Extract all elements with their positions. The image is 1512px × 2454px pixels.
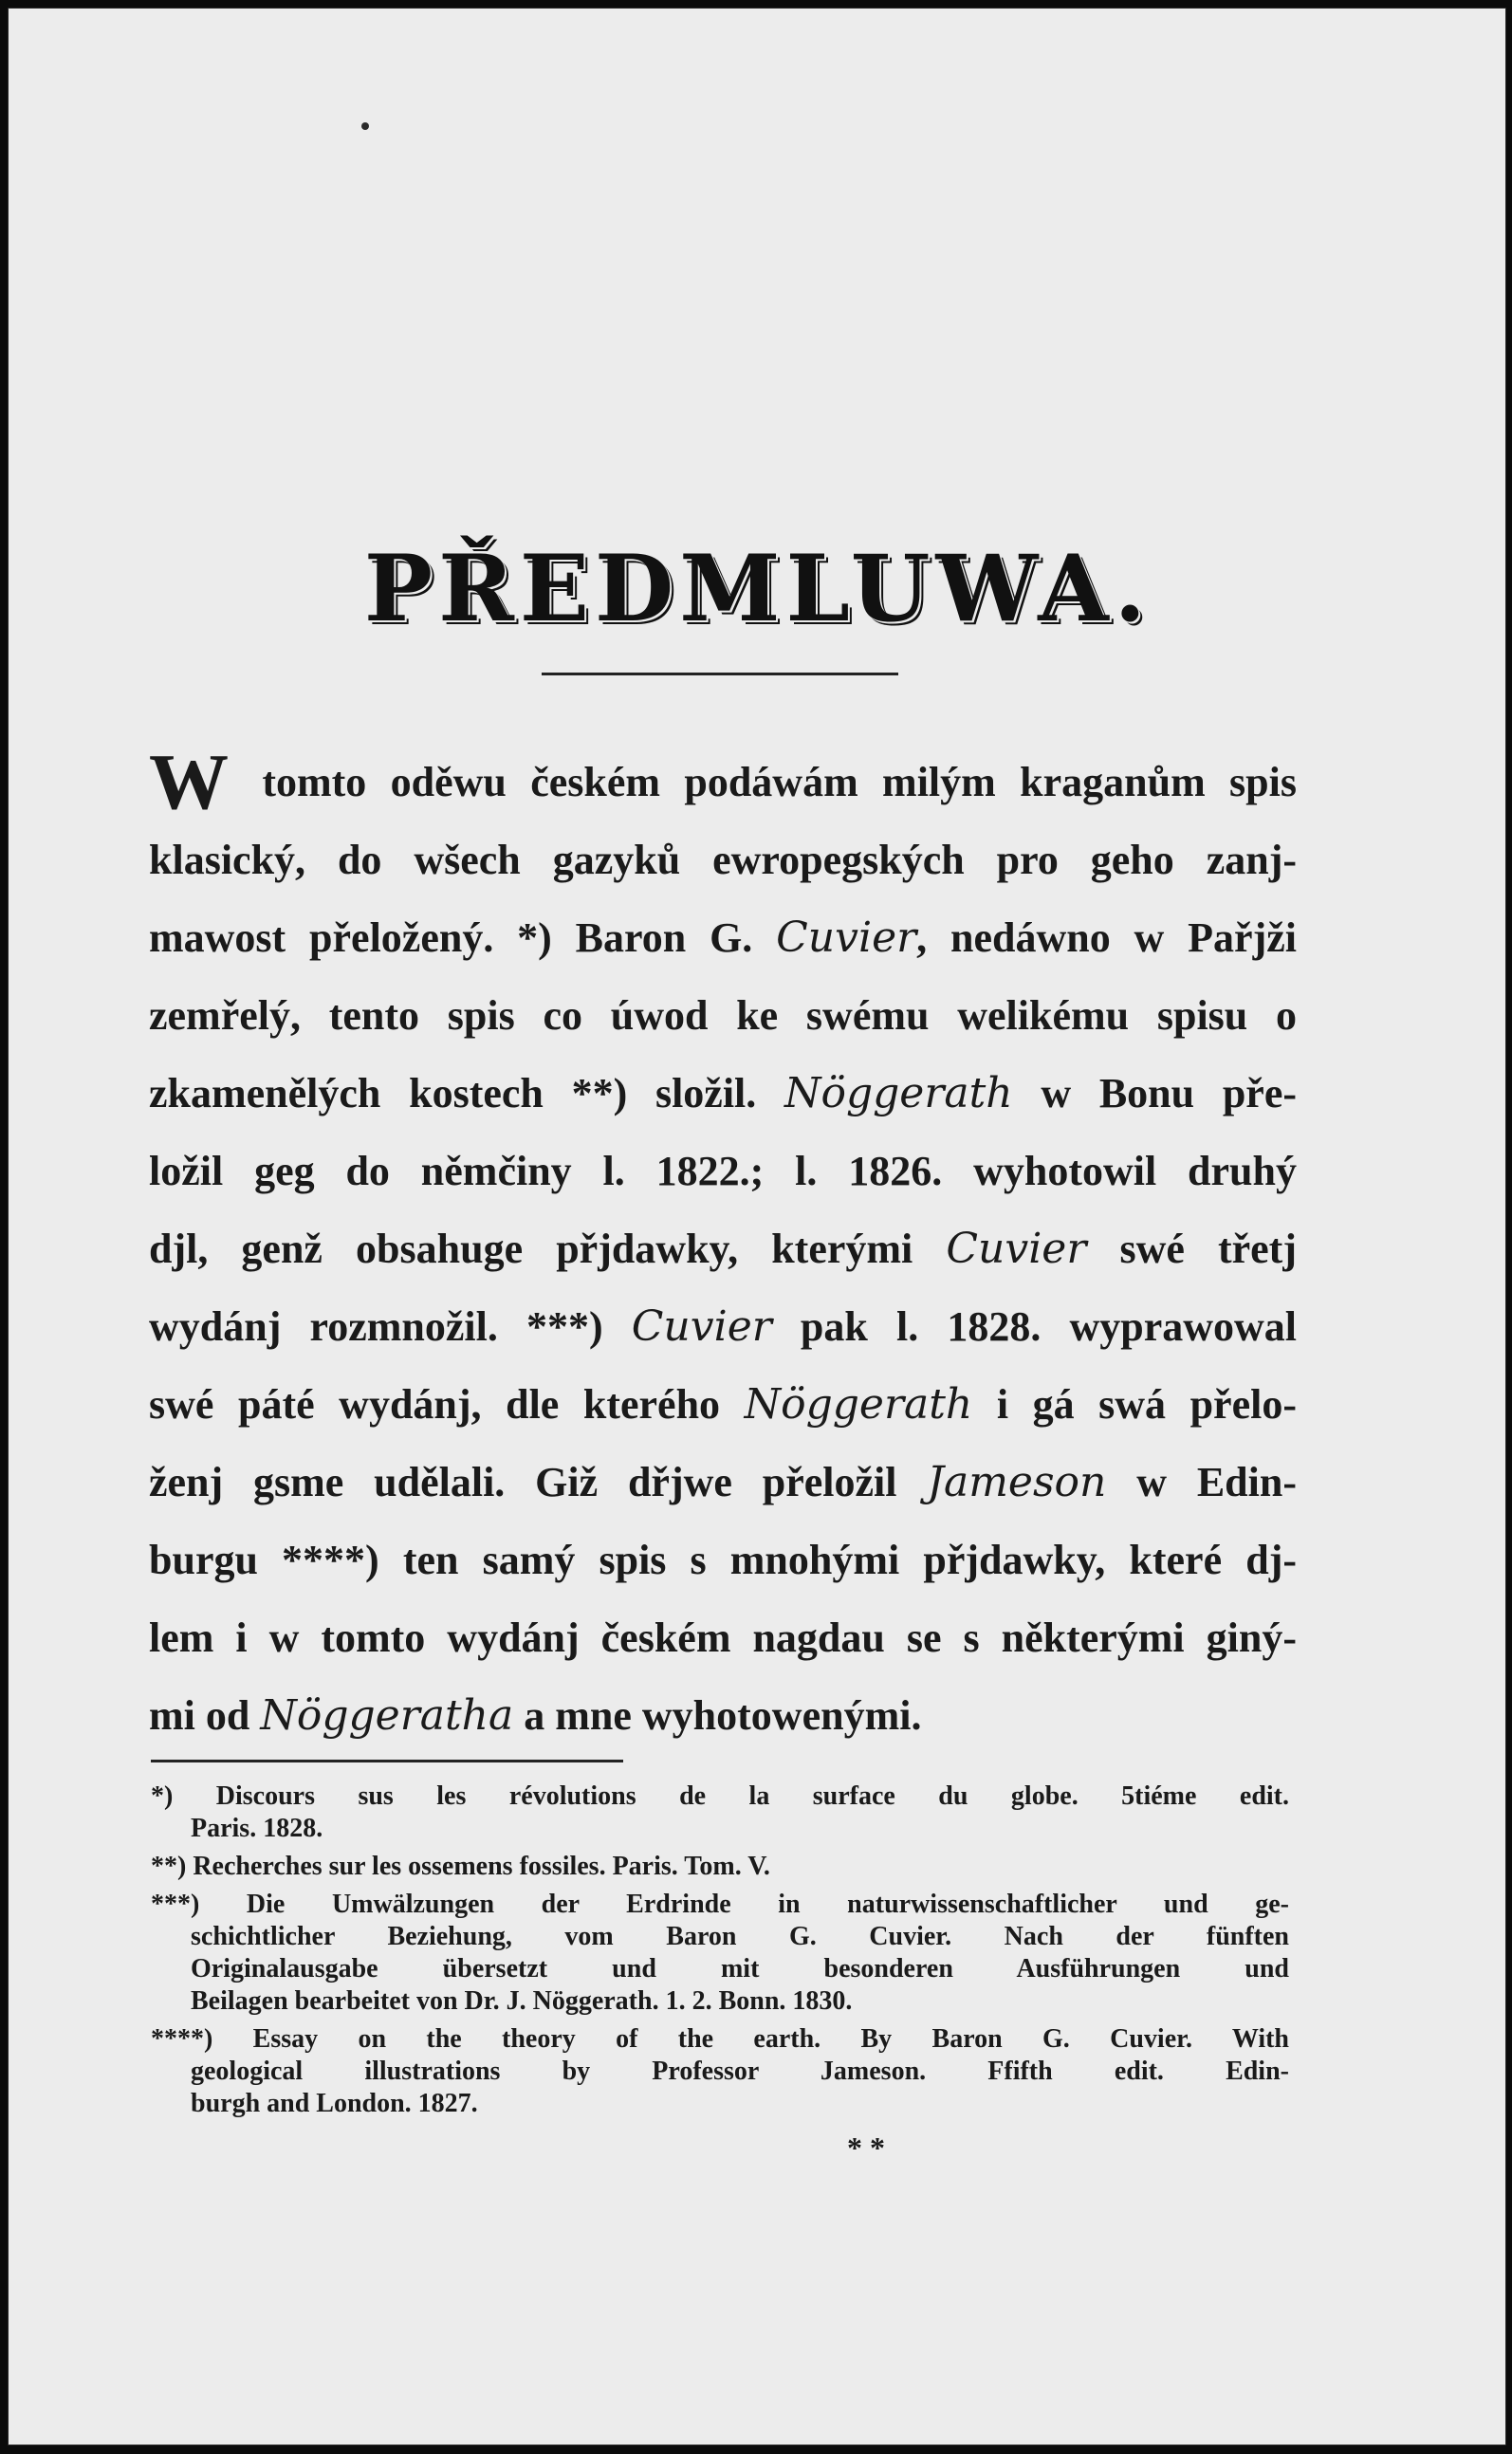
- book-page: [8, 8, 1506, 2445]
- body-line-11: burgu ****) ten samý spis s mnohými přjdawky, které dj-: [149, 1537, 1297, 1583]
- footnote-4: ****) Essay on the theory of the earth. By Baron G. Cuvier. With geological illustrations by Professor Jameson. Ffifth edit. Edin- burgh and London. 1827.: [151, 2024, 1289, 2118]
- body-line-7: djl, genž obsahuge přjdawky, kterými Cuvier swé třetj: [149, 1225, 1297, 1273]
- body-line-2: klasický, do wšech gazyků ewropegských pro geho zanj-: [149, 837, 1297, 883]
- body-line-5: zkamenělých kostech **) složil. Nöggerath w Bonu pře-: [149, 1069, 1297, 1117]
- footnotes: [151, 1781, 1289, 2126]
- body-line-8: wydánj rozmnožil. ***) Cuvier pak l. 1828. wyprawowal: [149, 1302, 1297, 1351]
- body-line-12: lem i w tomto wydánj českém nagdau se s některými giný-: [149, 1614, 1297, 1661]
- footnote-2: **) Recherches sur les ossemens fossiles. Paris. Tom. V.: [151, 1852, 770, 1881]
- name-noggeratha: Nöggeratha: [260, 1691, 514, 1740]
- signature-mark: * *: [847, 2131, 885, 2165]
- body-line-13: mi od Nöggeratha a mne wyhotowenými.: [149, 1691, 922, 1740]
- body-line-4: zemřelý, tento spis co úwod ke swému welikému spisu o: [149, 992, 1297, 1039]
- footnote-3: ***) Die Umwälzungen der Erdrinde in naturwissenschaftlicher und ge- schichtlicher Beziehung, vom Baron G. Cuvier. Nach der fünften Originalausgabe übersetzt und mit besonderen Ausführungen und Beilagen bearbeitet von Dr. J. Nöggerath. 1. 2. Bonn. 1830.: [151, 1890, 1289, 2016]
- footnote-rule: [151, 1760, 623, 1762]
- name-noggerath: Nöggerath: [784, 1069, 1013, 1117]
- body-line-10: ženj gsme udělali. Giž dřjwe přeložil Jameson w Edin-: [149, 1458, 1297, 1506]
- footnote-1: *) Discours sus les révolutions de la surface du globe. 5tiéme edit. Paris. 1828.: [151, 1781, 1289, 1843]
- body-line-9: swé páté wydánj, dle kterého Nöggerath i gá swá přelo-: [149, 1380, 1297, 1429]
- title-rule: [542, 673, 898, 675]
- body-line-1: W tomto oděwu českém podáwám milým kraganům spis: [149, 738, 1297, 826]
- name-noggerath: Nöggerath: [744, 1380, 973, 1429]
- name-cuvier: Cuvier: [776, 913, 917, 962]
- body-line-3: mawost přeložený. *) Baron G. Cuvier, nedáwno w Pařjži: [149, 913, 1297, 962]
- body-line-6: ložil geg do němčiny l. 1822.; l. 1826. wyhotowil druhý: [149, 1148, 1297, 1194]
- page-title: PŘEDMLUWA.: [363, 535, 1152, 642]
- name-cuvier: Cuvier: [946, 1225, 1087, 1273]
- page-speck: [361, 122, 369, 130]
- preface-body: [149, 738, 1297, 1755]
- name-jameson: Jameson: [927, 1458, 1107, 1506]
- name-cuvier: Cuvier: [631, 1302, 772, 1351]
- drop-cap: W: [149, 738, 229, 826]
